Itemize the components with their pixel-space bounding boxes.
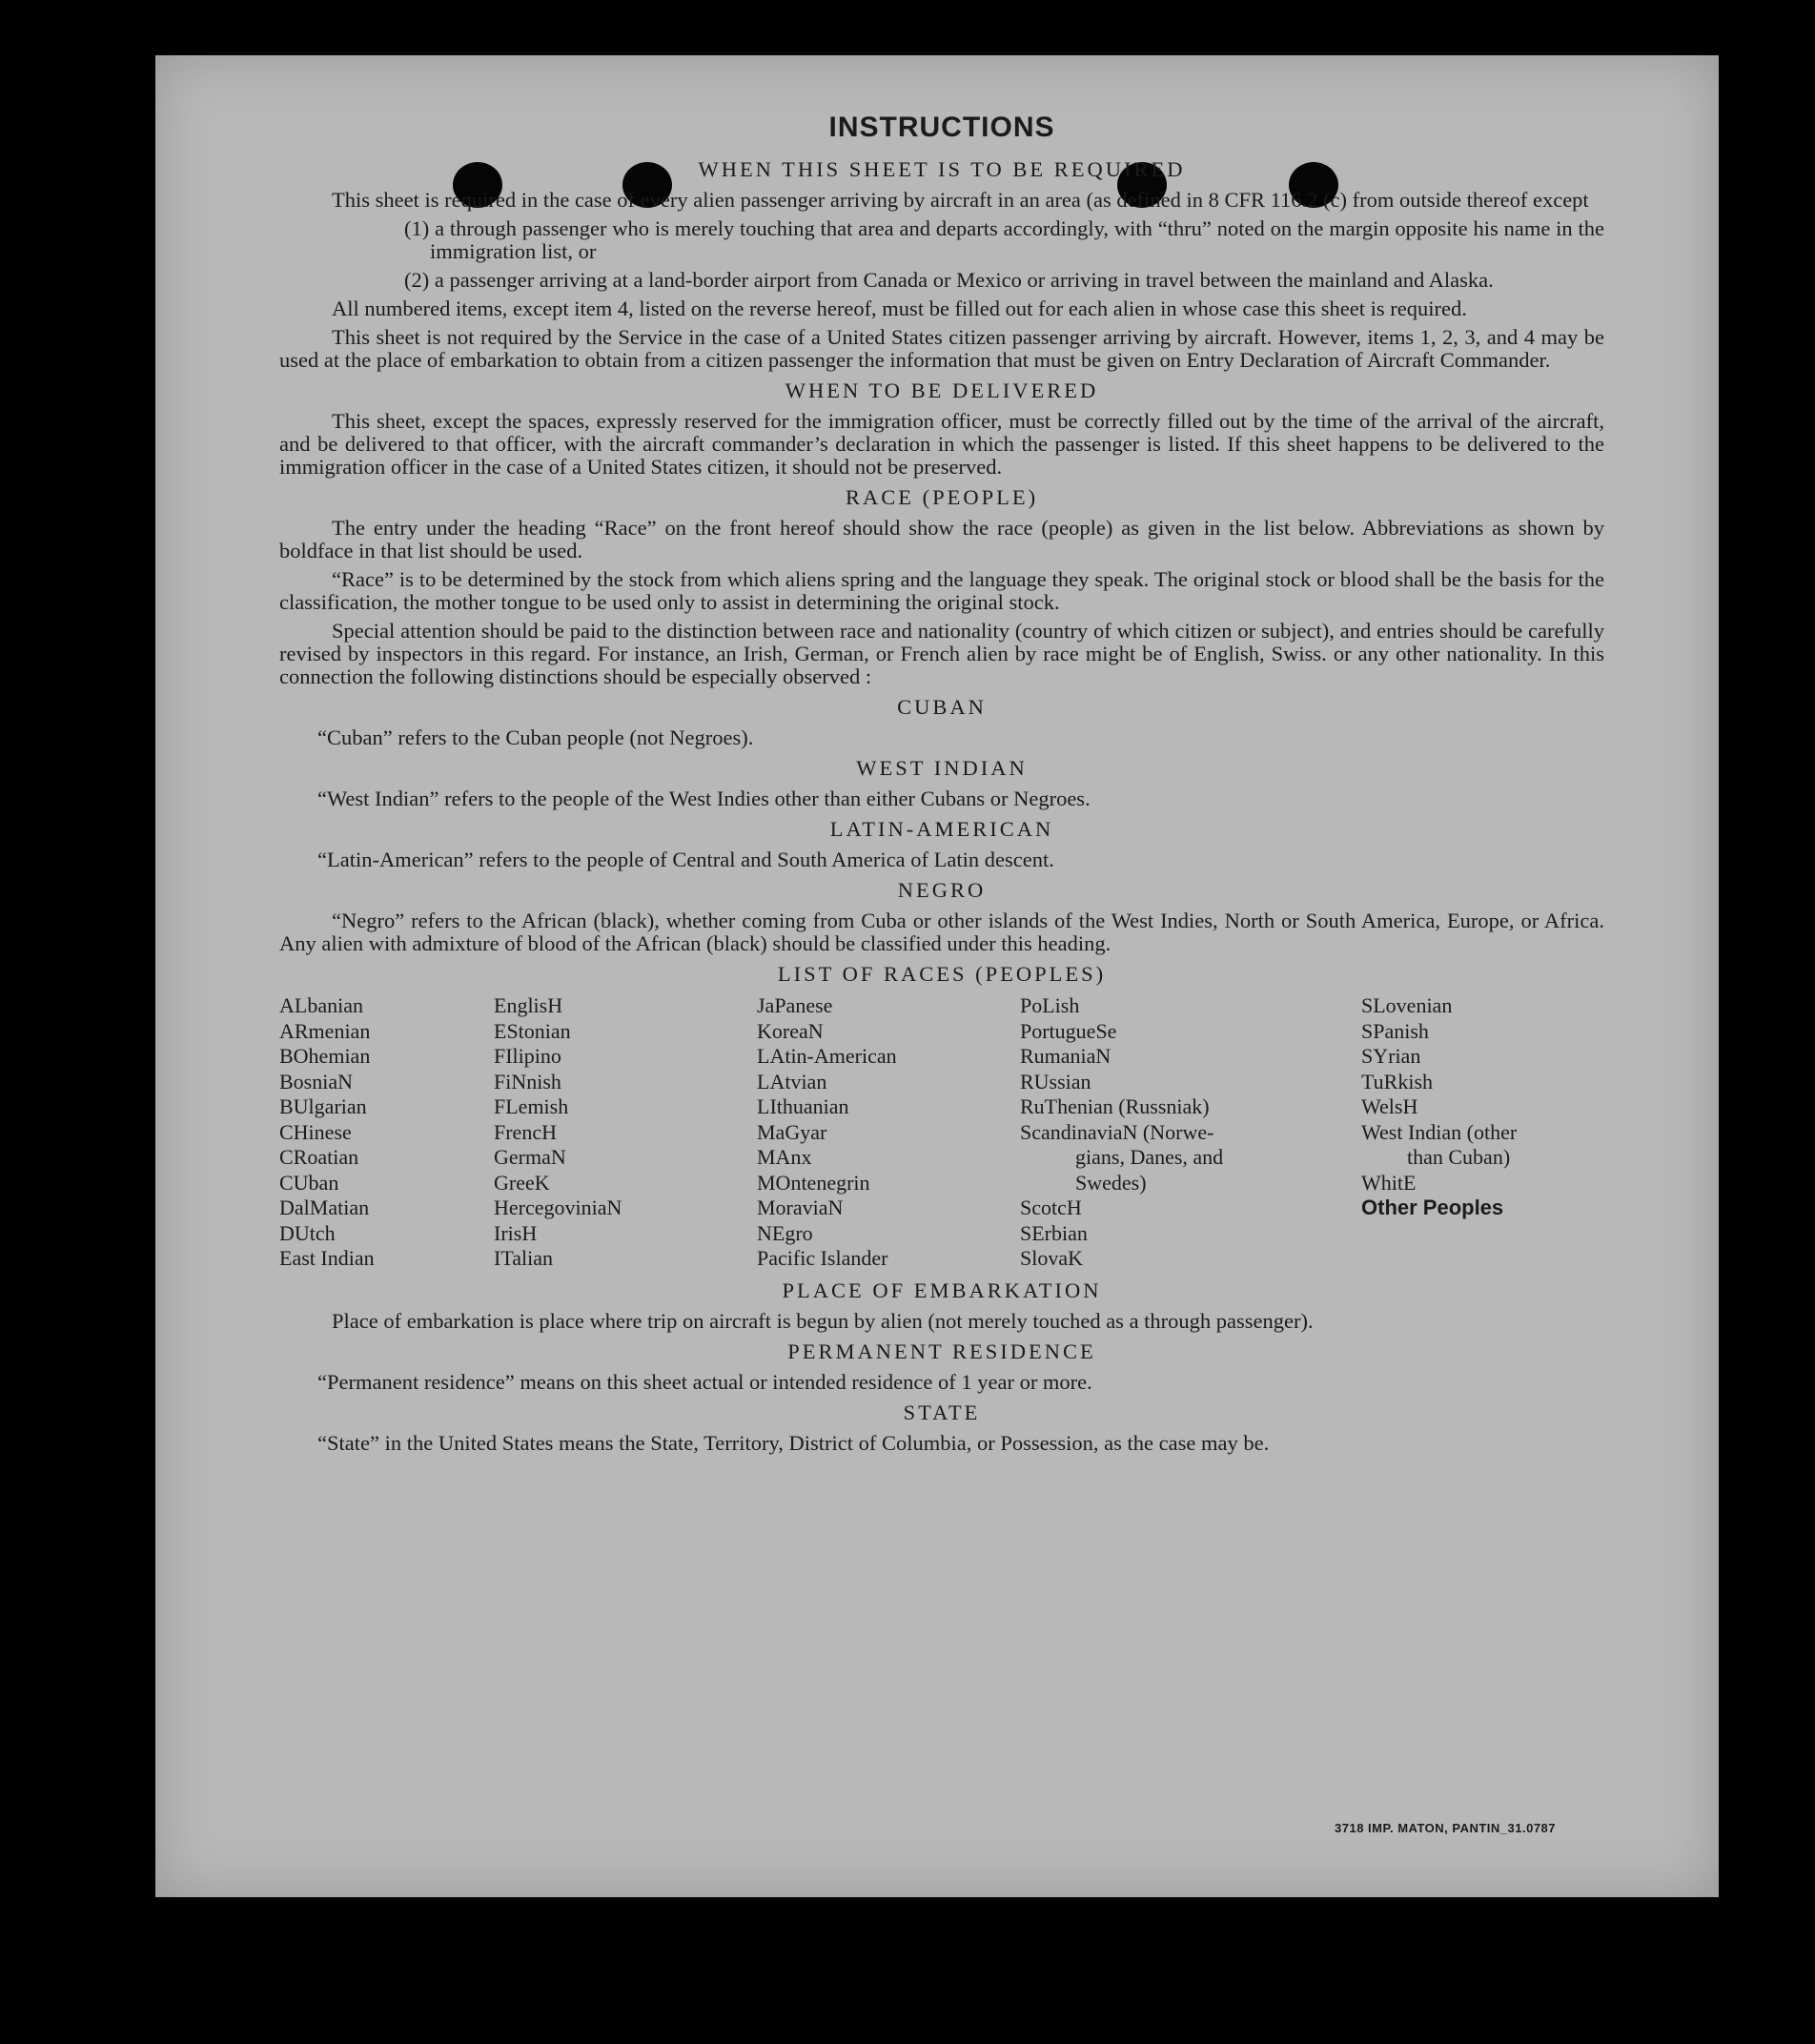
race-item: ScotcH xyxy=(1020,1196,1082,1219)
printer-imprint: 3718 IMP. MATON, PANTIN_31.0787 xyxy=(1335,1821,1557,1835)
race-item: SErbian xyxy=(1020,1220,1088,1245)
race-item: CHinese xyxy=(279,1119,352,1144)
heading-embarkation: PLACE OF EMBARKATION xyxy=(782,1278,1102,1302)
race-item: LIthuanian xyxy=(757,1094,849,1118)
race-column xyxy=(757,993,1020,1272)
race-item: than Cuban) xyxy=(1407,1145,1511,1169)
heading-state: STATE xyxy=(903,1400,981,1424)
para-state: “State” in the United States means the State, Territory, District of Columbia, or Possession, as the case may be. xyxy=(317,1430,1270,1455)
para-residence: “Permanent residence” means on this sheet actual or intended residence of 1 year or more. xyxy=(317,1369,1092,1394)
heading-list-of-races: LIST OF RACES (PEOPLES) xyxy=(777,962,1107,986)
race-list xyxy=(279,993,1604,1272)
race-item: RuThenian (Russniak) xyxy=(1020,1094,1210,1118)
race-item: Other Peoples xyxy=(1361,1196,1504,1219)
race-item: East Indian xyxy=(279,1246,375,1270)
race-item: PortugueSe xyxy=(1020,1018,1117,1043)
para-embarkation: Place of embarkation is place where trip on aircraft is begun by alien (not merely touched as a through passenger). xyxy=(332,1308,1314,1333)
race-item: ARmenian xyxy=(279,1018,371,1043)
race-item: GreeK xyxy=(494,1170,550,1195)
race-item: SPanish xyxy=(1361,1018,1429,1043)
para-when-delivered: This sheet, except the spaces, expressly reserved for the immigration officer, must be correctly filled out by the time of the arrival of the aircraft, and be delivered to that officer, with the aircraft commander’s declaration in which the passenger is listed. If this sheet happens to be delivered to the immigration officer in the case of a United States citizen, it should not be preserved. xyxy=(279,409,1604,479)
race-item: CUban xyxy=(279,1170,339,1195)
para-numbered-items: All numbered items, except item 4, listed on the reverse hereof, must be filled out for each alien in whose case this sheet is required. xyxy=(332,296,1467,320)
race-item: CRoatian xyxy=(279,1145,359,1169)
race-item: BUlgarian xyxy=(279,1094,367,1118)
race-column xyxy=(279,993,494,1272)
race-item: ALbanian xyxy=(279,993,363,1017)
para-race-2: “Race” is to be determined by the stock from which aliens spring and the language they speak. The original stock or blood shall be the basis for the classification, the mother tongue to be used only to assist in determining the original stock. xyxy=(279,567,1604,614)
race-item: BOhemian xyxy=(279,1044,371,1068)
para-when-required-intro: This sheet is required in the case of every alien passenger arriving by aircraft in an area (as defined in 8 CFR 116.2 (c) from outside thereof except xyxy=(332,188,1589,212)
race-item: ScandinaviaN (Norwe- xyxy=(1020,1119,1214,1144)
heading-residence: PERMANENT RESIDENCE xyxy=(787,1339,1096,1363)
race-item: MoraviaN xyxy=(757,1196,844,1219)
race-item: gians, Danes, and xyxy=(1075,1145,1224,1169)
race-item: DUtch xyxy=(279,1220,336,1245)
race-column xyxy=(1020,993,1361,1272)
heading-west-indian: WEST INDIAN xyxy=(856,756,1028,780)
race-item: FrencH xyxy=(494,1119,557,1144)
race-item: SlovaK xyxy=(1020,1246,1083,1270)
heading-latin-american: LATIN-AMERICAN xyxy=(829,817,1054,841)
heading-when-required: WHEN THIS SHEET IS TO BE REQUIRED xyxy=(698,157,1186,181)
race-item: IrisH xyxy=(494,1220,538,1245)
race-item: West Indian (other xyxy=(1361,1119,1518,1144)
race-column xyxy=(1361,993,1600,1272)
heading-when-delivered: WHEN TO BE DELIVERED xyxy=(785,378,1099,402)
race-item: FIlipino xyxy=(494,1044,561,1068)
race-item: PoLish xyxy=(1020,993,1080,1017)
page-title: INSTRUCTIONS xyxy=(828,112,1055,143)
race-item: FLemish xyxy=(494,1094,569,1118)
para-latin-american: “Latin-American” refers to the people of Central and South America of Latin descent. xyxy=(317,848,1054,871)
race-item: KoreaN xyxy=(757,1018,824,1043)
race-item: MaGyar xyxy=(757,1119,827,1144)
para-citizen: This sheet is not required by the Service in the case of a United States citizen passenger arriving by aircraft. However, items 1, 2, 3, and 4 may be used at the place of embarkation to obtain from a citizen passenger the information that must be given on Entry Declaration of Aircraft Commander. xyxy=(279,325,1604,372)
race-item: SLovenian xyxy=(1361,993,1453,1017)
race-item: LAtvian xyxy=(757,1069,827,1094)
race-item: MOntenegrin xyxy=(757,1170,870,1195)
race-item: DalMatian xyxy=(279,1196,370,1219)
heading-negro: NEGRO xyxy=(897,878,987,902)
race-item: GermaN xyxy=(494,1145,566,1169)
para-west-indian: “West Indian” refers to the people of the West Indies other than either Cubans or Negroes. xyxy=(317,787,1091,810)
heading-cuban: CUBAN xyxy=(897,695,987,719)
para-race-3: Special attention should be paid to the distinction between race and nationality (country of which citizen or subject), and entries should be carefully revised by inspectors in this regard. For instance, an Irish, German, or French alien by race might be of English, Swiss. or any other nationality. In this connection the following distinctions should be especially observed : xyxy=(279,619,1604,688)
race-item: FiNnish xyxy=(494,1069,561,1094)
heading-race: RACE (PEOPLE) xyxy=(845,485,1039,509)
race-item: JaPanese xyxy=(757,993,833,1017)
race-column xyxy=(494,993,757,1272)
race-item: Swedes) xyxy=(1075,1170,1147,1195)
para-negro: “Negro” refers to the African (black), whether coming from Cuba or other islands of the West Indies, North or South America, Europe, or Africa. Any alien with admixture of blood of the African (black) should be classified under this heading. xyxy=(279,909,1604,955)
race-item: WelsH xyxy=(1361,1094,1418,1118)
race-item: BosniaN xyxy=(279,1069,353,1094)
race-item: SYrian xyxy=(1361,1044,1421,1068)
race-item: Pacific Islander xyxy=(757,1246,888,1270)
para-race-1: The entry under the heading “Race” on the front hereof should show the race (people) as given in the list below. Abbreviations as shown by boldface in that list should be used. xyxy=(279,516,1604,562)
exception-item-2: (2) a passenger arriving at a land-border airport from Canada or Mexico or arriving in travel between the mainland and Alaska. xyxy=(404,268,1494,292)
race-item: LAtin-American xyxy=(757,1044,897,1068)
race-item: RUssian xyxy=(1020,1069,1091,1094)
race-item: HercegoviniaN xyxy=(494,1196,622,1219)
race-item: MAnx xyxy=(757,1145,812,1169)
race-item: WhitE xyxy=(1361,1170,1417,1195)
exception-item-1: (1) a through passenger who is merely touching that area and departs accordingly, with “thru” noted on the margin opposite his name in the immigration list, or xyxy=(404,216,1604,263)
race-item: ITalian xyxy=(494,1246,553,1270)
race-item: EnglisH xyxy=(494,993,563,1017)
race-item: EStonian xyxy=(494,1018,571,1043)
race-item: TuRkish xyxy=(1361,1069,1434,1094)
race-item: RumaniaN xyxy=(1020,1044,1111,1068)
race-item: NEgro xyxy=(757,1220,813,1245)
para-cuban: “Cuban” refers to the Cuban people (not Negroes). xyxy=(317,726,754,749)
document-content xyxy=(279,112,1604,1461)
